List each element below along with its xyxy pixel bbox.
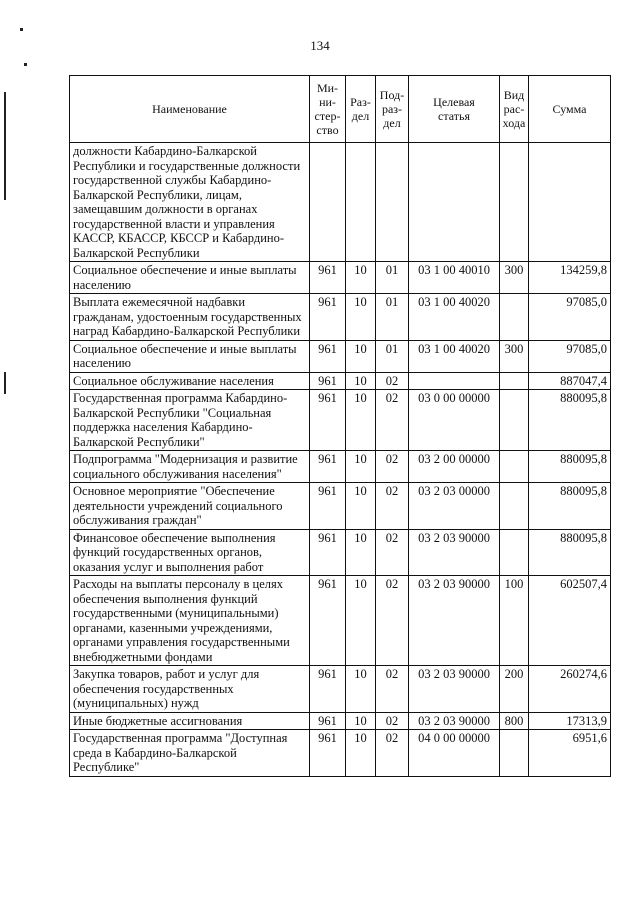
scan-margin-line-2 — [4, 372, 6, 394]
table-row — [70, 529, 611, 576]
table-header-row — [70, 76, 611, 143]
cell-amount: 880095,8 — [529, 390, 611, 451]
cell-section: 10 — [346, 529, 376, 576]
cell-expense-type: 100 — [500, 576, 529, 666]
header-name: Наименование — [70, 76, 310, 143]
cell-ministry: 961 — [310, 730, 346, 777]
scan-margin-line-1 — [4, 92, 6, 200]
cell-name: Основное мероприятие "Обеспечение деятельности учреждений социального обслуживания граждан" — [70, 483, 310, 530]
cell-subsection: 01 — [376, 262, 409, 294]
table-row — [70, 576, 611, 666]
cell-name: Иные бюджетные ассигнования — [70, 712, 310, 730]
header-subsection: Под- раз- дел — [376, 76, 409, 143]
cell-expense-type — [500, 483, 529, 530]
cell-target-article: 03 2 03 90000 — [409, 666, 500, 713]
cell-ministry: 961 — [310, 666, 346, 713]
cell-target-article: 03 2 03 90000 — [409, 712, 500, 730]
cell-section: 10 — [346, 390, 376, 451]
cell-name: Социальное обеспечение и иные выплаты населению — [70, 340, 310, 372]
cell-ministry: 961 — [310, 712, 346, 730]
cell-section: 10 — [346, 451, 376, 483]
cell-amount: 134259,8 — [529, 262, 611, 294]
cell-subsection: 02 — [376, 529, 409, 576]
table-row — [70, 294, 611, 341]
cell-target-article: 03 1 00 40010 — [409, 262, 500, 294]
cell-ministry: 961 — [310, 340, 346, 372]
cell-section: 10 — [346, 730, 376, 777]
header-ministry: Ми- ни- стер- ство — [310, 76, 346, 143]
cell-ministry: 961 — [310, 294, 346, 341]
cell-subsection: 02 — [376, 451, 409, 483]
table-row — [70, 143, 611, 262]
cell-ministry: 961 — [310, 483, 346, 530]
table-row — [70, 390, 611, 451]
table-row — [70, 262, 611, 294]
table-row — [70, 340, 611, 372]
cell-subsection: 02 — [376, 712, 409, 730]
cell-section: 10 — [346, 712, 376, 730]
cell-expense-type: 200 — [500, 666, 529, 713]
cell-ministry: 961 — [310, 576, 346, 666]
cell-expense-type — [500, 294, 529, 341]
table-row — [70, 730, 611, 777]
table-row — [70, 483, 611, 530]
cell-subsection: 02 — [376, 730, 409, 777]
scan-dot-1 — [20, 28, 23, 31]
cell-amount: 6951,6 — [529, 730, 611, 777]
cell-target-article: 03 2 03 90000 — [409, 576, 500, 666]
budget-table — [69, 75, 611, 777]
cell-amount: 880095,8 — [529, 529, 611, 576]
scan-dot-2 — [24, 63, 27, 66]
cell-subsection — [376, 143, 409, 262]
cell-expense-type: 800 — [500, 712, 529, 730]
cell-expense-type — [500, 529, 529, 576]
cell-expense-type — [500, 390, 529, 451]
cell-expense-type — [500, 143, 529, 262]
cell-section: 10 — [346, 372, 376, 390]
cell-ministry: 961 — [310, 390, 346, 451]
cell-target-article: 03 2 00 00000 — [409, 451, 500, 483]
cell-ministry: 961 — [310, 529, 346, 576]
table-row — [70, 666, 611, 713]
cell-expense-type — [500, 372, 529, 390]
cell-ministry: 961 — [310, 372, 346, 390]
page-number: 134 — [310, 38, 330, 53]
cell-name: Государственная программа "Доступная среда в Кабардино-Балкарской Республике" — [70, 730, 310, 777]
cell-name: Социальное обслуживание населения — [70, 372, 310, 390]
cell-subsection: 02 — [376, 483, 409, 530]
cell-subsection: 02 — [376, 390, 409, 451]
cell-section: 10 — [346, 576, 376, 666]
header-expense-type: Вид рас- хода — [500, 76, 529, 143]
header-amount: Сумма — [529, 76, 611, 143]
cell-section: 10 — [346, 294, 376, 341]
cell-section: 10 — [346, 666, 376, 713]
cell-name: должности Кабардино-Балкарской Республики и государственные должности государственной службы Кабардино-Балкарской Республики, лицам, замещавшим должности в органах государственной власти и управления КАССР, КБАССР, КБССР и Кабардино-Балкарской Республики — [70, 143, 310, 262]
cell-amount — [529, 143, 611, 262]
cell-target-article — [409, 143, 500, 262]
cell-subsection: 01 — [376, 340, 409, 372]
cell-expense-type: 300 — [500, 340, 529, 372]
cell-name: Социальное обеспечение и иные выплаты населению — [70, 262, 310, 294]
cell-amount: 880095,8 — [529, 451, 611, 483]
table-row — [70, 372, 611, 390]
cell-amount: 97085,0 — [529, 294, 611, 341]
cell-ministry: 961 — [310, 262, 346, 294]
cell-name: Государственная программа Кабардино-Балкарской Республики "Социальная поддержка населения Кабардино-Балкарской Республики" — [70, 390, 310, 451]
cell-target-article: 03 1 00 40020 — [409, 340, 500, 372]
cell-name: Выплата ежемесячной надбавки гражданам, удостоенным государственных наград Кабардино-Балкарской Республики — [70, 294, 310, 341]
cell-subsection: 02 — [376, 666, 409, 713]
cell-expense-type — [500, 451, 529, 483]
cell-target-article: 04 0 00 00000 — [409, 730, 500, 777]
cell-ministry — [310, 143, 346, 262]
cell-target-article — [409, 372, 500, 390]
cell-amount: 880095,8 — [529, 483, 611, 530]
cell-subsection: 02 — [376, 576, 409, 666]
cell-name: Закупка товаров, работ и услуг для обеспечения государственных (муниципальных) нужд — [70, 666, 310, 713]
cell-expense-type — [500, 730, 529, 777]
header-target-article: Целевая статья — [409, 76, 500, 143]
cell-section — [346, 143, 376, 262]
cell-amount: 260274,6 — [529, 666, 611, 713]
cell-name: Финансовое обеспечение выполнения функций государственных органов, оказания услуг и выполнения работ — [70, 529, 310, 576]
cell-target-article: 03 0 00 00000 — [409, 390, 500, 451]
cell-name: Подпрограмма "Модернизация и развитие социального обслуживания населения" — [70, 451, 310, 483]
cell-name: Расходы на выплаты персоналу в целях обеспечения выполнения функций государственными (муниципальными) органами, казенными учреждениями, органами управления государственными внебюджетными фондами — [70, 576, 310, 666]
cell-section: 10 — [346, 483, 376, 530]
cell-expense-type: 300 — [500, 262, 529, 294]
cell-section: 10 — [346, 262, 376, 294]
cell-ministry: 961 — [310, 451, 346, 483]
header-section: Раз- дел — [346, 76, 376, 143]
table-row — [70, 451, 611, 483]
cell-subsection: 02 — [376, 372, 409, 390]
cell-target-article: 03 1 00 40020 — [409, 294, 500, 341]
cell-target-article: 03 2 03 00000 — [409, 483, 500, 530]
cell-section: 10 — [346, 340, 376, 372]
cell-amount: 602507,4 — [529, 576, 611, 666]
table-row — [70, 712, 611, 730]
cell-amount: 97085,0 — [529, 340, 611, 372]
cell-target-article: 03 2 03 90000 — [409, 529, 500, 576]
cell-amount: 887047,4 — [529, 372, 611, 390]
cell-subsection: 01 — [376, 294, 409, 341]
cell-amount: 17313,9 — [529, 712, 611, 730]
